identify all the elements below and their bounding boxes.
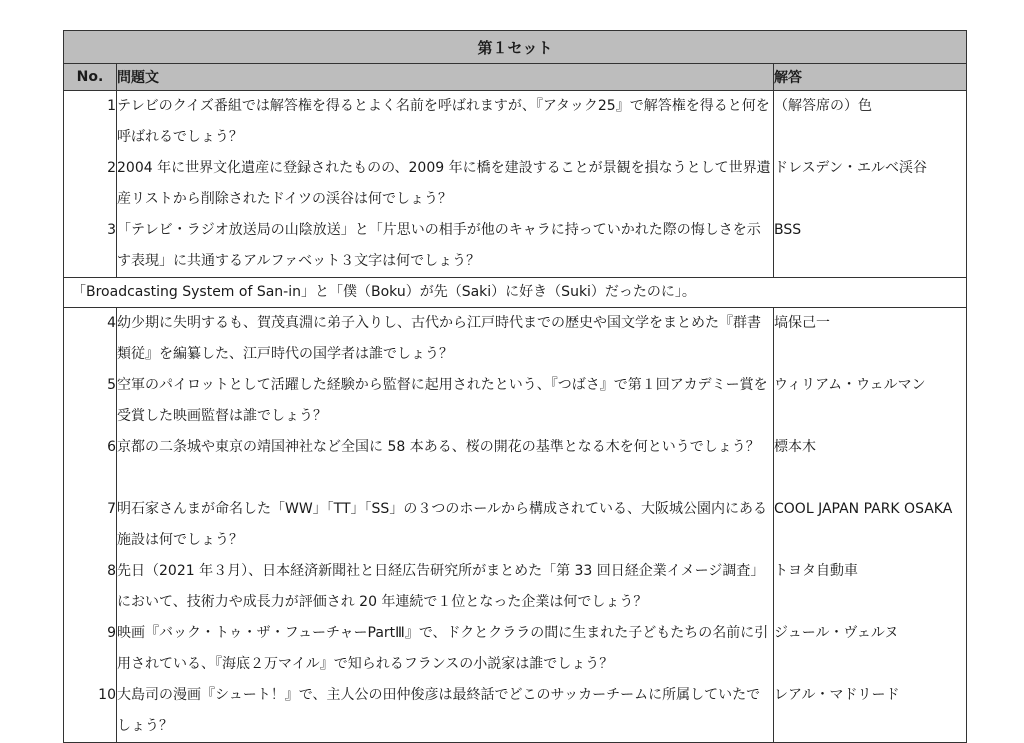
question-number: 8 xyxy=(64,556,117,618)
question-text: テレビのクイズ番組では解答権を得るとよく名前を呼ばれますが、『アタック25』で解答権を得ると何を呼ばれるでしょう？ xyxy=(117,91,774,154)
question-number: 2 xyxy=(64,153,117,215)
question-number: 10 xyxy=(64,680,117,743)
answer-text: COOL JAPAN PARK OSAKA xyxy=(774,494,967,556)
question-text: 京都の二条城や東京の靖国神社など全国に 58 本ある、桜の開花の基準となる木を何というでしょう？ xyxy=(117,432,774,494)
question-text: 先日（2021 年３月）、日本経済新聞社と日経広告研究所がまとめた「第 33 回日経企業イメージ調査」において、技術力や成長力が評価され 20 年連続で１位となった企業は何でしょう？ xyxy=(117,556,774,618)
question-row xyxy=(64,618,967,680)
answer-text: レアル・マドリード xyxy=(774,680,967,743)
answer-text: BSS xyxy=(774,215,967,278)
question-row xyxy=(64,308,967,371)
set-title: 第１セット xyxy=(64,31,967,64)
header-no: No. xyxy=(64,64,117,91)
question-row xyxy=(64,680,967,743)
question-text: 空軍のパイロットとして活躍した経験から監督に起用されたという、『つばさ』で第１回アカデミー賞を受賞した映画監督は誰でしょう？ xyxy=(117,370,774,432)
answer-text: トヨタ自動車 xyxy=(774,556,967,618)
answer-text: （解答席の）色 xyxy=(774,91,967,154)
answer-text: ジュール・ヴェルヌ xyxy=(774,618,967,680)
explanation-row xyxy=(64,278,967,308)
question-row xyxy=(64,91,967,154)
header-row xyxy=(64,64,967,91)
question-row xyxy=(64,153,967,215)
question-text: 「テレビ・ラジオ放送局の山陰放送」と「片思いの相手が他のキャラに持っていかれた際の悔しさを示す表現」に共通するアルファベット３文字は何でしょう？ xyxy=(117,215,774,278)
question-text: 明石家さんまが命名した「WW」「TT」「SS」の３つのホールから構成されている、大阪城公園内にある施設は何でしょう？ xyxy=(117,494,774,556)
header-question: 問題文 xyxy=(117,64,774,91)
question-text: 大島司の漫画『シュート！』で、主人公の田仲俊彦は最終話でどこのサッカーチームに所属していたでしょう？ xyxy=(117,680,774,743)
question-number: 7 xyxy=(64,494,117,556)
question-row xyxy=(64,556,967,618)
question-number: 6 xyxy=(64,432,117,494)
question-row xyxy=(64,432,967,494)
set-title-row xyxy=(64,31,967,64)
answer-text: ウィリアム・ウェルマン xyxy=(774,370,967,432)
question-text: 幼少期に失明するも、賀茂真淵に弟子入りし、古代から江戸時代までの歴史や国文学をまとめた『群書類従』を編纂した、江戸時代の国学者は誰でしょう？ xyxy=(117,308,774,371)
question-number: 9 xyxy=(64,618,117,680)
question-number: 5 xyxy=(64,370,117,432)
question-number: 4 xyxy=(64,308,117,371)
question-row xyxy=(64,370,967,432)
quiz-table xyxy=(63,30,967,743)
answer-text: 標本木 xyxy=(774,432,967,494)
explanation-note: 「Broadcasting System of San-in」と「僕（Boku）が先（Saki）に好き（Suki）だったのに」。 xyxy=(64,278,967,308)
question-text: 2004 年に世界文化遺産に登録されたものの、2009 年に橋を建設することが景観を損なうとして世界遺産リストから削除されたドイツの渓谷は何でしょう？ xyxy=(117,153,774,215)
question-number: 1 xyxy=(64,91,117,154)
question-row xyxy=(64,215,967,278)
answer-text: 塙保己一 xyxy=(774,308,967,371)
header-answer: 解答 xyxy=(774,64,967,91)
answer-text: ドレスデン・エルベ渓谷 xyxy=(774,153,967,215)
question-row xyxy=(64,494,967,556)
question-text: 映画『バック・トゥ・ザ・フューチャーPartⅢ』で、ドクとクララの間に生まれた子どもたちの名前に引用されている、『海底２万マイル』で知られるフランスの小説家は誰でしょう？ xyxy=(117,618,774,680)
question-number: 3 xyxy=(64,215,117,278)
